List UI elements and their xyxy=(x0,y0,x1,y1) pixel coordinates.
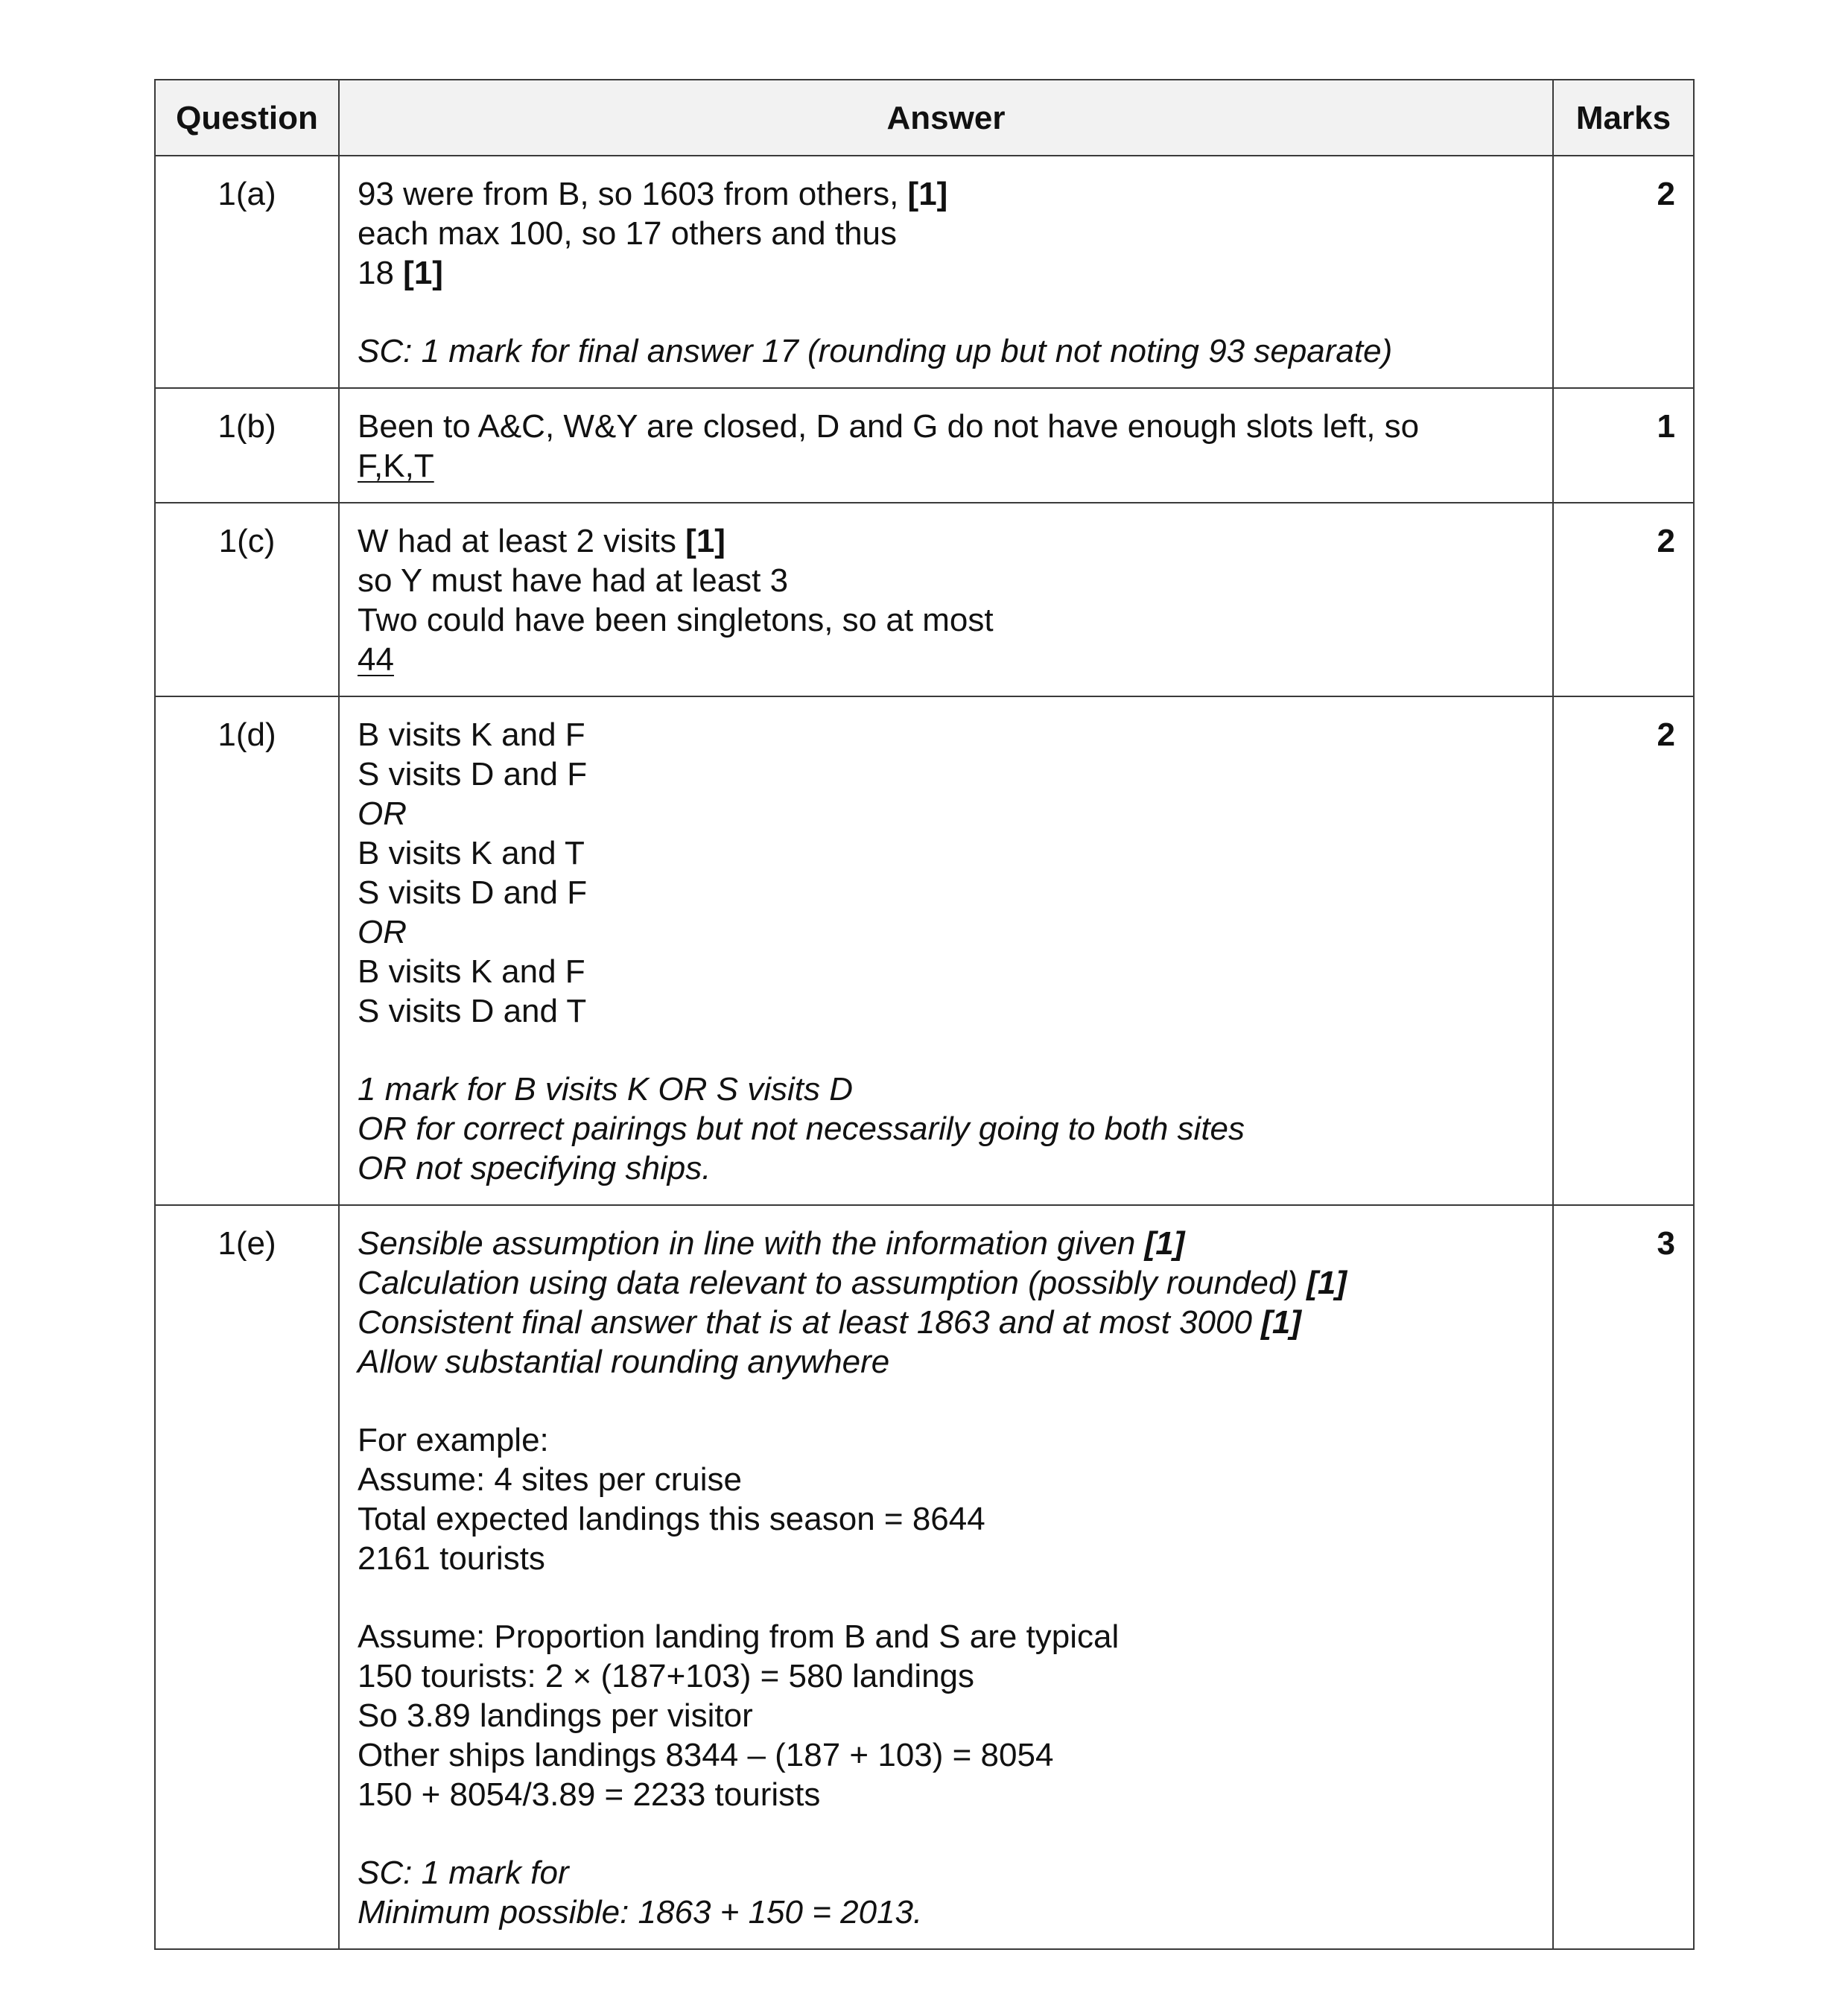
answer-line xyxy=(358,640,1534,679)
question-number: 1(a) xyxy=(155,156,339,388)
marks-column-header: Marks xyxy=(1553,80,1694,156)
answer-line xyxy=(358,1070,1534,1109)
answer-text: S visits D and F xyxy=(358,874,588,911)
answer-text: Sensible assumption in line with the information given xyxy=(358,1225,1145,1262)
answer-line xyxy=(358,1735,1534,1775)
answer-line xyxy=(358,174,1534,214)
answer-line xyxy=(358,754,1534,794)
answer-text: Minimum possible: 1863 + 150 = 2013. xyxy=(358,1894,923,1931)
answer-line xyxy=(358,1775,1534,1814)
answer-line xyxy=(358,1342,1534,1382)
answer-line xyxy=(358,1539,1534,1578)
mark-indicator: [1] xyxy=(907,176,948,212)
answer-line xyxy=(358,873,1534,912)
table-row xyxy=(155,696,1694,1205)
answer-text: Calculation using data relevant to assumption (possibly rounded) xyxy=(358,1265,1307,1301)
answer-line xyxy=(358,214,1534,253)
answer-text: S visits D and F xyxy=(358,756,588,792)
answer-text: Assume: Proportion landing from B and S are typical xyxy=(358,1618,1120,1655)
question-number: 1(b) xyxy=(155,388,339,503)
mark-scheme-body xyxy=(155,156,1694,1949)
answer-line xyxy=(358,1109,1534,1148)
answer-cell xyxy=(339,1205,1553,1949)
answer-line xyxy=(358,1499,1534,1539)
answer-line xyxy=(358,952,1534,991)
answer-text: 44 xyxy=(358,641,394,678)
blank-line xyxy=(358,1578,1534,1617)
answer-text: Two could have been singletons, so at most xyxy=(358,602,994,638)
answer-line xyxy=(358,561,1534,600)
answer-text: 150 + 8054/3.89 = 2233 tourists xyxy=(358,1776,821,1813)
answer-line xyxy=(358,331,1534,371)
answer-line xyxy=(358,1303,1534,1342)
answer-text: OR not specifying ships. xyxy=(358,1150,711,1186)
answer-line xyxy=(358,833,1534,873)
answer-text: 93 were from B, so 1603 from others, xyxy=(358,176,908,212)
blank-line xyxy=(358,1382,1534,1420)
question-column-header: Question xyxy=(155,80,339,156)
answer-cell xyxy=(339,696,1553,1205)
answer-text: Consistent final answer that is at least 1863 and at most 3000 xyxy=(358,1304,1262,1341)
answer-text: Been to A&C, W&Y are closed, D and G do not have enough slots left, so xyxy=(358,408,1420,445)
table-row xyxy=(155,503,1694,696)
answer-text: 1 mark for B visits K OR S visits D xyxy=(358,1071,853,1108)
answer-cell xyxy=(339,503,1553,696)
answer-text: OR for correct pairings but not necessarily going to both sites xyxy=(358,1110,1245,1147)
answer-text: So 3.89 landings per visitor xyxy=(358,1697,753,1734)
answer-line xyxy=(358,1696,1534,1735)
answer-text: 18 xyxy=(358,255,404,291)
answer-text: Total expected landings this season = 8644 xyxy=(358,1501,985,1537)
marks-value: 2 xyxy=(1553,156,1694,388)
answer-line xyxy=(358,794,1534,833)
answer-line xyxy=(358,1460,1534,1499)
table-row xyxy=(155,156,1694,388)
blank-line xyxy=(358,1814,1534,1853)
question-number: 1(c) xyxy=(155,503,339,696)
header-row xyxy=(155,80,1694,156)
answer-line xyxy=(358,1656,1534,1696)
answer-text: W had at least 2 visits xyxy=(358,523,686,559)
answer-line xyxy=(358,407,1534,446)
answer-text: SC: 1 mark for final answer 17 (rounding up but not noting 93 separate) xyxy=(358,333,1393,369)
answer-text: F,K,T xyxy=(358,448,434,484)
answer-text: so Y must have had at least 3 xyxy=(358,562,789,599)
answer-line xyxy=(358,521,1534,561)
question-number: 1(e) xyxy=(155,1205,339,1949)
mark-indicator: [1] xyxy=(1306,1265,1347,1301)
answer-text: For example: xyxy=(358,1422,549,1458)
answer-column-header: Answer xyxy=(339,80,1553,156)
mark-indicator: [1] xyxy=(685,523,725,559)
answer-text: Other ships landings 8344 – (187 + 103) = 8054 xyxy=(358,1737,1054,1773)
table-row xyxy=(155,388,1694,503)
mark-scheme-table xyxy=(154,79,1695,1950)
answer-line xyxy=(358,1893,1534,1932)
marks-value: 2 xyxy=(1553,503,1694,696)
mark-indicator: [1] xyxy=(1261,1304,1301,1341)
mark-indicator: [1] xyxy=(403,255,443,291)
answer-line xyxy=(358,253,1534,293)
answer-line xyxy=(358,991,1534,1031)
answer-line xyxy=(358,1617,1534,1656)
marks-value: 1 xyxy=(1553,388,1694,503)
answer-line xyxy=(358,1224,1534,1263)
answer-text: OR xyxy=(358,795,407,832)
answer-line xyxy=(358,1263,1534,1303)
answer-cell xyxy=(339,388,1553,503)
answer-line xyxy=(358,1853,1534,1893)
answer-line xyxy=(358,1148,1534,1188)
answer-text: OR xyxy=(358,914,407,950)
answer-cell xyxy=(339,156,1553,388)
answer-text: 2161 tourists xyxy=(358,1540,545,1577)
blank-line xyxy=(358,293,1534,331)
answer-line xyxy=(358,446,1534,486)
answer-text: Assume: 4 sites per cruise xyxy=(358,1461,742,1498)
answer-text: Allow substantial rounding anywhere xyxy=(358,1344,890,1380)
question-number: 1(d) xyxy=(155,696,339,1205)
blank-line xyxy=(358,1031,1534,1070)
answer-line xyxy=(358,912,1534,952)
table-row xyxy=(155,1205,1694,1949)
answer-text: B visits K and T xyxy=(358,835,585,871)
answer-text: each max 100, so 17 others and thus xyxy=(358,215,898,252)
mark-indicator: [1] xyxy=(1144,1225,1185,1262)
answer-text: 150 tourists: 2 × (187+103) = 580 landings xyxy=(358,1658,975,1694)
answer-text: S visits D and T xyxy=(358,993,587,1029)
answer-line xyxy=(358,715,1534,754)
marks-value: 2 xyxy=(1553,696,1694,1205)
marks-value: 3 xyxy=(1553,1205,1694,1949)
answer-line xyxy=(358,1420,1534,1460)
answer-text: B visits K and F xyxy=(358,953,585,990)
answer-text: B visits K and F xyxy=(358,716,585,753)
answer-text: SC: 1 mark for xyxy=(358,1855,569,1891)
answer-line xyxy=(358,600,1534,640)
